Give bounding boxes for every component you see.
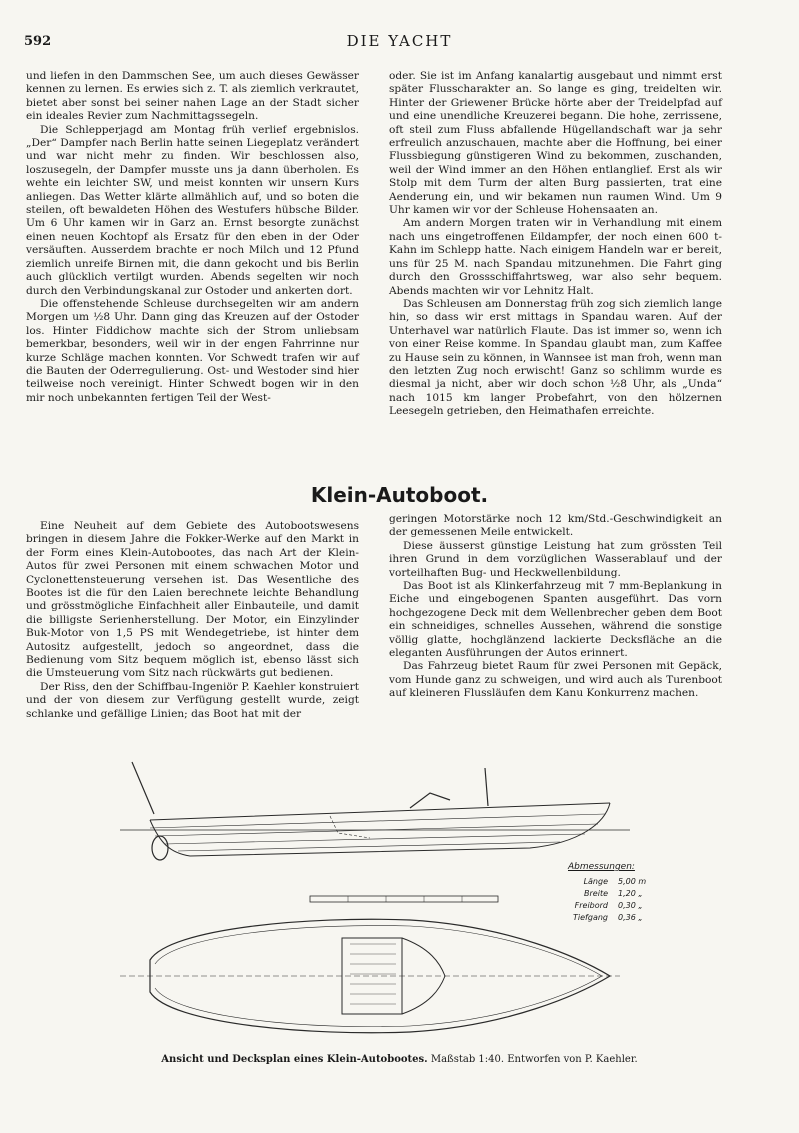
paragraph: Die Schlepperjagd am Montag früh verlief ergebnislos. „Der“ Dampfer nach Berlin hatte seinen Liegeplatz verändert und war nicht mehr zu finden. Wir beschlossen also, loszusegeln, der Dampfer musste uns ja dann überholen. Es wehte ein leichter SW, und meist konnten wir unsern Kurs anliegen. Das Wetter klärte allmählich auf, und so boten die steilen, oft bewaldeten Höhen des Westufers hübsche Bilder. Um 6 Uhr kamen wir in Garz an. Ernst besorgte zunächst einen neuen Kochtopf als Ersatz für den eben in der Oder versäuften. Ausserdem brachte er noch Milch und 12 Pfund ziemlich unreife Birnen mit, die dann gekocht und bis Berlin auch glücklich vertilgt wurden. Abends segelten wir noch durch den Verbindungskanal zur Ostoder und ankerten dort. bbox=[26, 123, 359, 297]
top-right-column bbox=[389, 70, 722, 419]
dimension-label: Länge bbox=[583, 877, 608, 886]
figure-caption bbox=[0, 1054, 799, 1065]
rudder bbox=[152, 836, 168, 860]
mast bbox=[485, 768, 488, 806]
dimensions-table bbox=[538, 862, 658, 925]
dimension-label: Tiefgang bbox=[573, 913, 608, 922]
dimension-label: Freibord bbox=[574, 901, 608, 910]
dimension-row bbox=[538, 901, 658, 913]
dimension-row bbox=[538, 877, 658, 889]
paragraph: Das Boot ist als Klinkerfahrzeug mit 7 mm-Beplankung in Eiche und eingebogenen Spanten ausgeführt. Das vorn hochgezogene Deck mit dem Wellenbrecher geben dem Boot ein schneidiges, schnelles Aussehen, während die sonstige völlig glatte, hochglänzend lackierte Decksfläche an die eleganten Ausführungen der Autos erinnert. bbox=[389, 580, 722, 660]
dimension-value: 0,36 „ bbox=[618, 913, 643, 922]
windbreaker bbox=[410, 793, 450, 808]
dimension-label: Breite bbox=[584, 889, 608, 898]
running-head: DIE YACHT bbox=[346, 32, 453, 50]
paragraph: geringen Motorstärke noch 12 km/Std.-Geschwindigkeit an der gemessenen Meile entwickelt. bbox=[389, 513, 722, 539]
flagstaff bbox=[132, 762, 154, 814]
paragraph: Diese äusserst günstige Leistung hat zum grössten Teil ihren Grund in dem vorzüglichen Wasserablauf und der vorteilhaften Bug- und Heckwellenbildung. bbox=[389, 539, 722, 579]
dimensions-title: Abmessungen: bbox=[568, 862, 635, 872]
bottom-right-column bbox=[389, 513, 722, 701]
paragraph: Das Schleusen am Donnerstag früh zog sich ziemlich lange hin, so dass wir erst mittags in Spandau waren. Auf der Unterhavel war natürlich Flaute. Das ist immer so, wenn ich von einer Reise komme. In Spandau glaubt man, zum Kaffee zu Hause sein zu können, in Wannsee ist man froh, wenn man den letzten Zug noch erwischt! Ganz so schlimm wurde es diesmal ja nicht, aber wir doch schon ½8 Uhr, als „Unda“ nach 1015 km langer Probefahrt, von den hölzernen Leesegeln getrieben, den Heimathafen erreichte. bbox=[389, 297, 722, 418]
caption-details: Maßstab 1:40. Entworfen von P. Kaehler. bbox=[427, 1054, 638, 1065]
bottom-left-column bbox=[26, 520, 359, 721]
caption-title: Ansicht und Decksplan eines Klein-Autobootes. bbox=[161, 1054, 428, 1065]
paragraph: Eine Neuheit auf dem Gebiete des Autobootswesens bringen in diesem Jahre die Fokker-Werke auf den Markt in der Form eines Klein-Autobootes, das nach Art der Klein-Autos für zwei Personen mit einem schwachen Motor und Cyclonettensteuerung versehen ist. Das Wesentliche des Bootes ist die für den Laien berechnete leichte Behandlung und grösstmögliche Einfachheit aller Einbauteile, und damit die billigste Serienherstellung. Der Motor, ein Einzylinder Buk-Motor von 1,5 PS mit Wendegetriebe, ist hinter dem Autositz aufgestellt, jedoch so angeordnet, dass die Bedienung vom Sitz bequem möglich ist, ebenso lässt sich die Umsteuerung vom Sitz nach rückwärts gut bedienen. bbox=[26, 520, 359, 680]
dimension-row bbox=[538, 913, 658, 925]
dimension-value: 0,30 „ bbox=[618, 901, 643, 910]
hull-profile bbox=[150, 803, 610, 856]
top-left-column bbox=[26, 70, 359, 405]
section-title: Klein-Autoboot. bbox=[310, 483, 489, 507]
dimension-value: 1,20 „ bbox=[618, 889, 643, 898]
paragraph: Die offenstehende Schleuse durchsegelten wir am andern Morgen um ½8 Uhr. Dann ging das Kreuzen auf der Ostoder los. Hinter Fiddichow machte sich der Strom unliebsam bemerkbar, besonders, weil wir in der engen Fahrrinne nur kurze Schläge machen konnten. Vor Schwedt trafen wir auf die Bauten der Oderregulierung. Ost- und Westoder sind hier teilweise noch vereinigt. Hinter Schwedt bogen wir in den mir noch unbekannten fertigen Teil der West- bbox=[26, 297, 359, 404]
paragraph: Der Riss, den der Schiffbau-Ingeniör P. Kaehler konstruiert und der von diesem zur Verfügung gestellt wurde, zeigt schlanke und gefällige Linien; das Boot hat mit der bbox=[26, 680, 359, 720]
page-number: 592 bbox=[24, 34, 52, 49]
dimension-row bbox=[538, 889, 658, 901]
paragraph: oder. Sie ist im Anfang kanalartig ausgebaut und nimmt erst später Flusscharakter an. So lange es ging, treidelten wir. Hinter der Griewener Brücke hörte aber der Treidelpfad auf und eine unendliche Kreuzerei begann. Die hohe, zerrissene, oft steil zum Fluss abfallende Hügellandschaft war ja sehr erfreulich anzuschauen, machte aber die Hoffnung, bei einer Flussbiegung günstigeren Wind zu bekommen, zuschanden, weil der Wind immer an den Höhen entlanglief. Erst als wir Stolp mit dem Turm der alten Burg passierten, trat eine Aenderung ein, und wir bekamen nun raumen Wind. Um 9 Uhr kamen wir vor der Schleuse Hohensaaten an. bbox=[389, 70, 722, 217]
paragraph: Am andern Morgen traten wir in Verhandlung mit einem nach uns eingetroffenen Eildampfer, der noch einen 600 t-Kahn im Schlepp hatte. Nach einigem Handeln war er bereit, uns für 25 M. nach Spandau mitzunehmen. Die Fahrt ging durch den Grossschiffahrtsweg, war also sehr bequem. Abends machten wir vor Lehnitz Halt. bbox=[389, 217, 722, 297]
sheer-line bbox=[150, 803, 610, 820]
paragraph: und liefen in den Dammschen See, um auch dieses Gewässer kennen zu lernen. Es erwies sich z. T. als ziemlich verkrautet, bietet aber sonst bei seiner nahen Lage an der Stadt sicher ein ideales Revier zum Nachmittagssegeln. bbox=[26, 70, 359, 123]
scale-bar bbox=[310, 896, 498, 902]
dimension-value: 5,00 m bbox=[618, 877, 647, 886]
paragraph: Das Fahrzeug bietet Raum für zwei Personen mit Gepäck, vom Hunde ganz zu schweigen, und wird auch als Turenboot auf kleineren Flussläufen dem Kanu Konkurrenz machen. bbox=[389, 660, 722, 700]
